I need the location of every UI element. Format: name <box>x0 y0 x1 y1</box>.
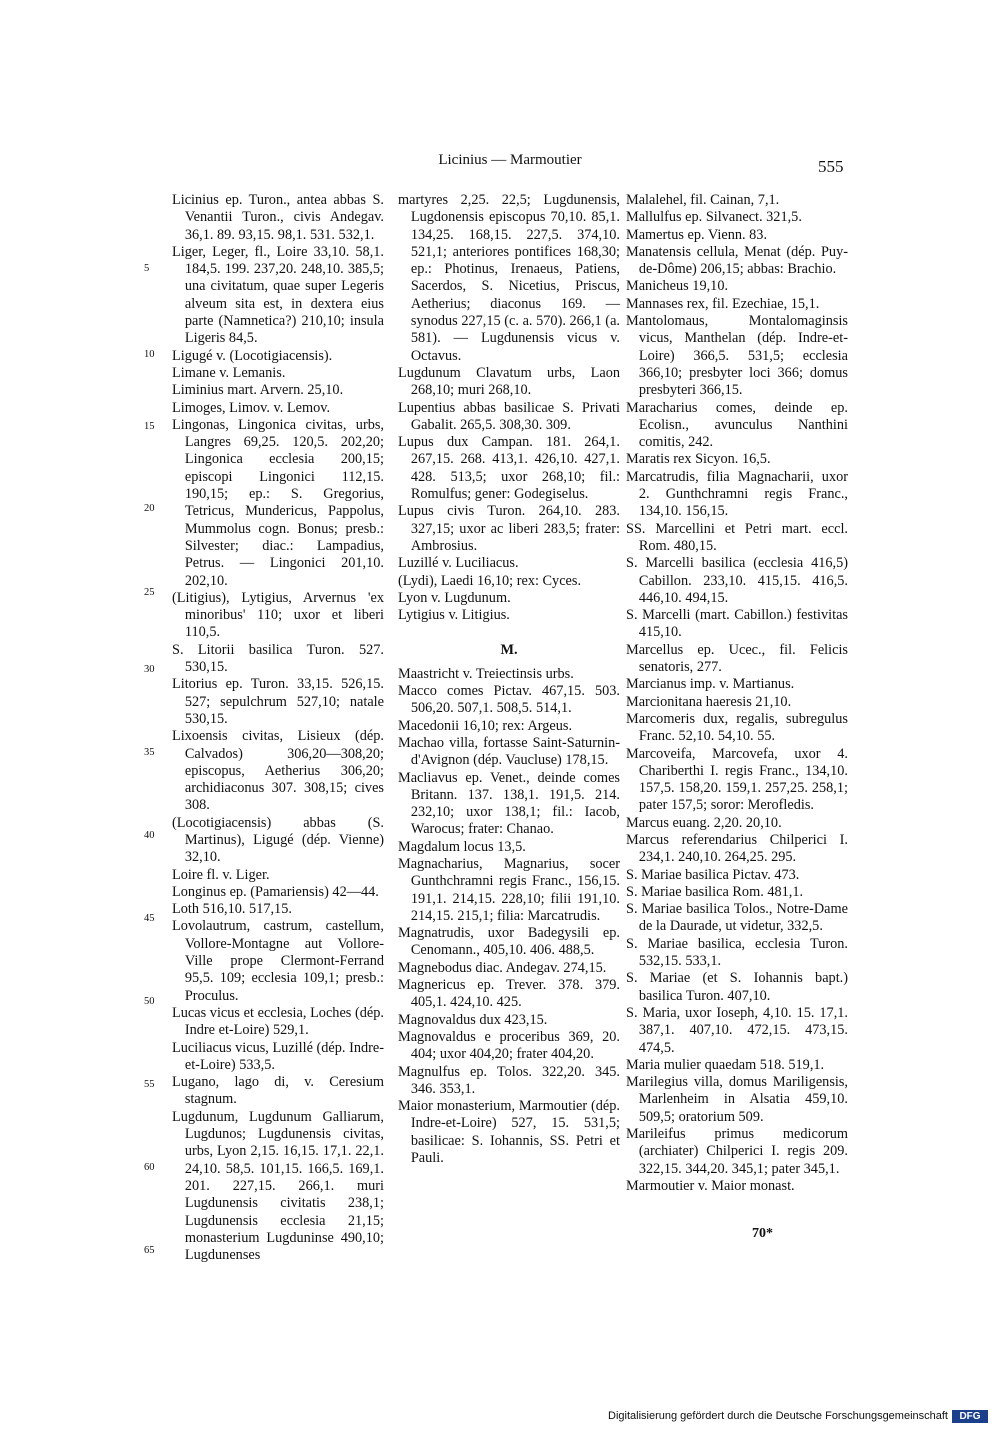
index-entry: Luciliacus vicus, Luzillé (dép. Indre-et-Loire) 533,5. <box>172 1039 384 1073</box>
line-number: 50 <box>144 996 155 1007</box>
signature-mark: 70* <box>752 1226 773 1241</box>
index-entry: Marileifus primus medicorum (archiater) Chilperici I. regis 209. 322,15. 344,20. 345,1; pater 345,1. <box>626 1126 848 1177</box>
index-entry: Maratis rex Sicyon. 16,5. <box>626 451 771 468</box>
line-number: 40 <box>144 830 155 841</box>
line-number: 60 <box>144 1162 155 1173</box>
line-number: 65 <box>144 1245 155 1256</box>
index-entry: Maracharius comes, deinde ep. Ecolisn., avunculus Nanthini comitis, 242. <box>626 399 848 451</box>
index-entry: Magdalum locus 13,5. <box>398 838 526 855</box>
index-entry: (Lydi), Laedi 16,10; rex: Cyces. <box>398 572 582 589</box>
index-entry: Maria mulier quaedam 518. 519,1. <box>626 1056 825 1073</box>
index-entry: Lugdunum, Lugdunum Galliarum, Lugdunos; Lugdunensis civitas, urbs, Lyon 2,15. 16,15. 17,1. 22,1. 24,10. 58,5. 101,15. 166,5. 169,1. 201. 227,15. 266,1. muri Lugdunensis civitatis 238,1; Lugdunensis ecclesia 21,15; monasterium Lugduninse 490,10; Lugdunenses <box>172 1108 384 1264</box>
index-entry: S. Mariae basilica Rom. 481,1. <box>626 883 804 900</box>
index-entry: Litorius ep. Turon. 33,15. 526,15. 527; sepulchrum 527,10; natale 530,15. <box>172 676 384 727</box>
index-entry: Limane v. Lemanis. <box>172 364 286 381</box>
index-entry: Marcianus imp. v. Martianus. <box>626 676 795 693</box>
index-entry: S. Marcelli basilica (ecclesia 416,5) Cabillon. 233,10. 415,15. 416,5. 446,10. 494,15. <box>626 555 848 606</box>
line-number: 5 <box>144 263 150 274</box>
digitization-credit: Digitalisierung gefördert durch die Deutsche Forschungsgemeinschaft <box>608 1410 948 1422</box>
index-entry: Lupus civis Turon. 264,10. 283. 327,15; uxor ac liberi 283,5; frater: Ambrosius. <box>398 503 620 554</box>
line-number: 55 <box>144 1079 155 1090</box>
index-entry: (Locotigiacensis) abbas (S. Martinus), Ligugé (dép. Vienne) 32,10. <box>172 814 384 866</box>
index-entry: Marilegius villa, domus Mariligensis, Marlenheim in Alsatia 459,10. 509,5; oratorium 509. <box>626 1074 848 1125</box>
index-entry: Mamertus ep. Vienn. 83. <box>626 226 768 243</box>
index-entry: Magnatrudis, uxor Badegysili ep. Cenomann., 405,10. 406. 488,5. <box>398 925 620 959</box>
index-entry: Malalehel, fil. Cainan, 7,1. <box>626 192 780 208</box>
index-entry: S. Maria, uxor Ioseph, 4,10. 15. 17,1. 387,1. 407,10. 472,15. 473,15. 474,5. <box>626 1004 848 1056</box>
index-entry: Loire fl. v. Liger. <box>172 866 270 883</box>
index-entry: Lyon v. Lugdunum. <box>398 589 511 606</box>
index-entry: martyres 2,25. 22,5; Lugdunensis, Lugdonensis episcopus 70,10. 85,1. 134,25. 168,15. 227,5. 374,10. 521,1; anteriores pontifices 168,30; ep.: Photinus, Irenaeus, Patiens, Sacerdos, S. Nicetius, Priscus, Aetherius; diaconus 169. — synodus 227,15 (c. a. 570). 266,1 (a. 581). — Lugdunensis vicus v. Octavus. <box>398 192 620 364</box>
index-entry: Marcus referendarius Chilperici I. 234,1. 240,10. 264,25. 295. <box>626 831 848 866</box>
index-entry: Manicheus 19,10. <box>626 278 729 295</box>
index-entry: (Litigius), Lytigius, Arvernus 'ex minoribus' 110; uxor et liberi 110,5. <box>172 589 384 641</box>
line-number: 25 <box>144 587 155 598</box>
index-column-3 <box>626 192 848 1195</box>
index-entry: Marcoveifa, Marcovefa, uxor 4. Chariberthi I. regis Franc., 134,10. 157,5. 158,20. 159,1. 257,25. 258,1; pater 157,5; soror: Merofledis. <box>626 745 848 814</box>
index-entry: Magnulfus ep. Tolos. 322,20. 345. 346. 353,1. <box>398 1063 620 1097</box>
index-entry: Lupus dux Campan. 181. 264,1. 267,15. 268. 413,1. 426,10. 427,1. 428. 513,5; uxor 268,10; fil.: Romulfus; gener: Godegiselus. <box>398 434 620 503</box>
index-entry: S. Mariae basilica Tolos., Notre-Dame de la Daurade, ut videtur, 332,5. <box>626 901 848 935</box>
index-entry: Lupentius abbas basilicae S. Privati Gabalit. 265,5. 308,30. 309. <box>398 399 620 433</box>
index-entry: Lucas vicus et ecclesia, Loches (dép. Indre et-Loire) 529,1. <box>172 1004 384 1039</box>
index-entry: Macliavus ep. Venet., deinde comes Britann. 137. 138,1. 191,5. 214. 232,10; uxor 138,1; fil.: Iacob, Warocus; frater: Chanao. <box>398 769 620 838</box>
line-number: 15 <box>144 421 155 432</box>
index-entry: Maior monasterium, Marmoutier (dép. Indre-et-Loire) 527, 15. 531,5; basilicae: S. Iohannis, SS. Petri et Pauli. <box>398 1098 620 1167</box>
line-number: 10 <box>144 349 155 360</box>
line-number: 45 <box>144 913 155 924</box>
index-entry: Liger, Leger, fl., Loire 33,10. 58,1. 184,5. 199. 237,20. 248,10. 385,5; una civitatum, quae super Legeris alveum sita est, in dextera eius parte (Namnetica?) 210,10; insula Ligeris 84,5. <box>172 243 384 347</box>
dfg-logo: DFG <box>952 1410 988 1423</box>
index-entry: Mallulfus ep. Silvanect. 321,5. <box>626 209 802 226</box>
index-entry: Macedonii 16,10; rex: Argeus. <box>398 717 573 734</box>
index-entry: Longinus ep. (Pamariensis) 42—44. <box>172 883 379 900</box>
index-entry: Lovolautrum, castrum, castellum, Vollore-Montagne aut Vollore-Ville prope Clermont-Ferrand 95,5. 109; ecclesia 109,1; presb.: Proculus. <box>172 918 384 1004</box>
index-entry: Lugdunum Clavatum urbs, Laon 268,10; muri 268,10. <box>398 364 620 399</box>
index-entry: Magnovaldus dux 423,15. <box>398 1011 548 1028</box>
page-number: 555 <box>818 157 844 176</box>
index-entry: Marcatrudis, filia Magnacharii, uxor 2. Gunthchramni regis Franc., 134,10. 156,15. <box>626 468 848 520</box>
running-title: Licinius — Marmoutier <box>438 152 582 168</box>
index-entry: Mantolomaus, Montalomaginsis vicus, Manthelan (dép. Indre-et-Loire) 366,5. 531,5; ecclesia 366,10; presbyter loci 366; domus presbyteri 366,15. <box>626 313 848 399</box>
line-number: 35 <box>144 747 155 758</box>
index-entry: Maastricht v. Treiectinsis urbs. <box>398 665 574 682</box>
index-entry: Marmoutier v. Maior monast. <box>626 1177 795 1194</box>
index-entry: Marcellus ep. Ucec., fil. Felicis senatoris, 277. <box>626 641 848 676</box>
index-entry: Macco comes Pictav. 467,15. 503. 506,20. 507,1. 508,5. 514,1. <box>398 683 620 717</box>
index-entry: Machao villa, fortasse Saint-Saturnin-d'Avignon (dép. Vaucluse) 178,15. <box>398 734 620 769</box>
section-letter: M. <box>500 642 518 659</box>
index-entry: S. Litorii basilica Turon. 527. 530,15. <box>172 641 384 676</box>
index-entry: Luzillé v. Luciliacus. <box>398 555 519 572</box>
line-number: 20 <box>144 503 155 514</box>
index-entry: Lugano, lago di, v. Ceresium stagnum. <box>172 1074 384 1108</box>
index-entry: Mannases rex, fil. Ezechiae, 15,1. <box>626 295 820 312</box>
index-entry: S. Mariae (et S. Iohannis bapt.) basilica Turon. 407,10. <box>626 970 848 1004</box>
index-entry: Licinius ep. Turon., antea abbas S. Venantii Turon., civis Andegav. 36,1. 89. 93,15. 98,1. 531. 532,1. <box>172 192 384 243</box>
index-entry: Loth 516,10. 517,15. <box>172 901 292 918</box>
index-entry: Marcus euang. 2,20. 20,10. <box>626 814 782 831</box>
index-entry: Magnacharius, Magnarius, socer Gunthchramni regis Franc., 156,15. 191,1. 214,15. 228,10; filii 191,10. 214,15. 215,1; filia: Marcatrudis. <box>398 855 620 924</box>
index-entry: Marcomeris dux, regalis, subregulus Franc. 52,10. 54,10. 55. <box>626 710 848 745</box>
index-column-2 <box>398 192 620 1167</box>
index-entry: Marcionitana haeresis 21,10. <box>626 693 792 710</box>
index-entry: Lixoensis civitas, Lisieux (dép. Calvados) 306,20—308,20; episcopus, Aetherius 306,20; archidiaconus 307. 308,15; cives 308. <box>172 728 384 814</box>
index-entry: Limoges, Limov. v. Lemov. <box>172 399 331 416</box>
index-entry: S. Mariae basilica Pictav. 473. <box>626 866 800 883</box>
index-entry: Magnovaldus e proceribus 369, 20. 404; uxor 404,20; frater 404,20. <box>398 1028 620 1063</box>
index-entry: Magnericus ep. Trever. 378. 379. 405,1. 424,10. 425. <box>398 977 620 1011</box>
index-entry: Manatensis cellula, Menat (dép. Puy-de-Dôme) 206,15; abbas: Brachio. <box>626 243 848 278</box>
index-entry: S. Marcelli (mart. Cabillon.) festivitas 415,10. <box>626 607 848 641</box>
index-entry: Lytigius v. Litigius. <box>398 607 510 624</box>
index-entry: Magnebodus diac. Andegav. 274,15. <box>398 959 607 976</box>
index-entry: Liminius mart. Arvern. 25,10. <box>172 382 344 399</box>
index-entry: S. Mariae basilica, ecclesia Turon. 532,15. 533,1. <box>626 935 848 970</box>
line-number: 30 <box>144 664 155 675</box>
index-entry: SS. Marcellini et Petri mart. eccl. Rom. 480,15. <box>626 520 848 554</box>
index-entry: Lingonas, Lingonica civitas, urbs, Langres 69,25. 120,5. 202,20; Lingonica ecclesia 200,15; episcopi Lingonici 112,15. 190,15; ep.: S. Gregorius, Tetricus, Mundericus, Pappolus, Mummolus cogn. Bonus; presb.: Silvester; diac.: Lampadius, Petrus. — Lingonici 201,10. 202,10. <box>172 416 384 589</box>
index-entry: Ligugé v. (Locotigiacensis). <box>172 347 333 364</box>
index-column-1 <box>172 192 384 1264</box>
